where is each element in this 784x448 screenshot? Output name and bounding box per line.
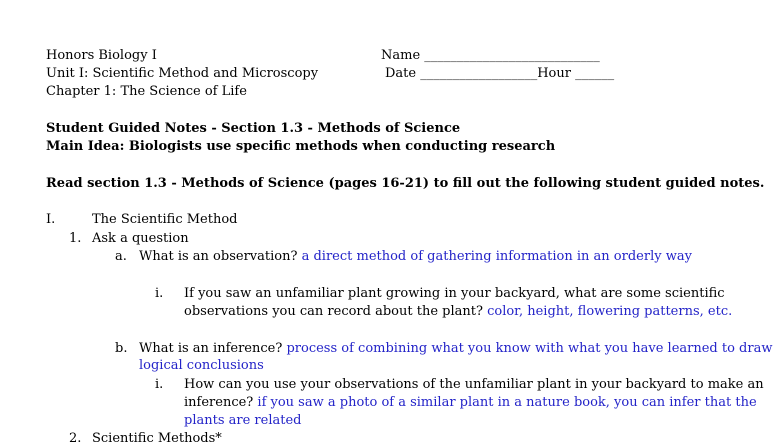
instructions: Read section 1.3 - Methods of Science (pages 16-21) to fill out the following student guided notes. [46,176,765,191]
question-b-i-number: i. [155,377,164,392]
question-a-letter: a. [115,249,127,264]
question-b-i-text: inference? [184,395,254,410]
answer-b-i-line1: if you saw a photo of a similar plant in a nature book, you can infer that the [257,395,757,410]
course-title: Honors Biology I [46,48,157,63]
question-b-i-line1: How can you use your observations of the unfamiliar plant in your backyard to make an [184,377,764,392]
question-a-i-number: i. [155,286,164,301]
notes-title: Student Guided Notes - Section 1.3 - Methods of Science [46,121,461,136]
chapter-title: Chapter 1: The Science of Life [46,84,247,99]
section-number: I. [46,212,56,227]
date-hour-field[interactable]: Date __________________Hour ______ [385,66,615,81]
question-b [139,340,772,358]
main-idea: Main Idea: Biologists use specific methods when conducting research [46,139,556,154]
unit-title: Unit I: Scientific Method and Microscopy [46,66,319,81]
question-a-i-line1: If you saw an unfamiliar plant growing in your backyard, what are some scientific [184,286,725,301]
question-a [139,248,692,266]
item-1-number: 1. [69,231,82,246]
section-title: The Scientific Method [92,212,238,227]
answer-b-line2: logical conclusions [139,358,264,373]
question-a-text: What is an observation? [139,249,298,264]
question-a-i-line2 [184,303,732,321]
question-b-text: What is an inference? [139,341,283,356]
name-field[interactable]: Name ___________________________ [381,48,600,63]
item-2-text: Scientific Methods* [92,431,222,446]
question-b-i-line2 [184,394,757,412]
question-b-letter: b. [115,341,128,356]
answer-b-i-line2: plants are related [184,413,302,428]
question-a-i-text: observations you can record about the plant? [184,304,483,319]
answer-b-line1: process of combining what you know with what you have learned to draw [286,341,773,356]
item-1-text: Ask a question [92,231,189,246]
answer-a: a direct method of gathering information in an orderly way [301,249,692,264]
answer-a-i: color, height, flowering patterns, etc. [487,304,733,319]
item-2-number: 2. [69,431,82,446]
